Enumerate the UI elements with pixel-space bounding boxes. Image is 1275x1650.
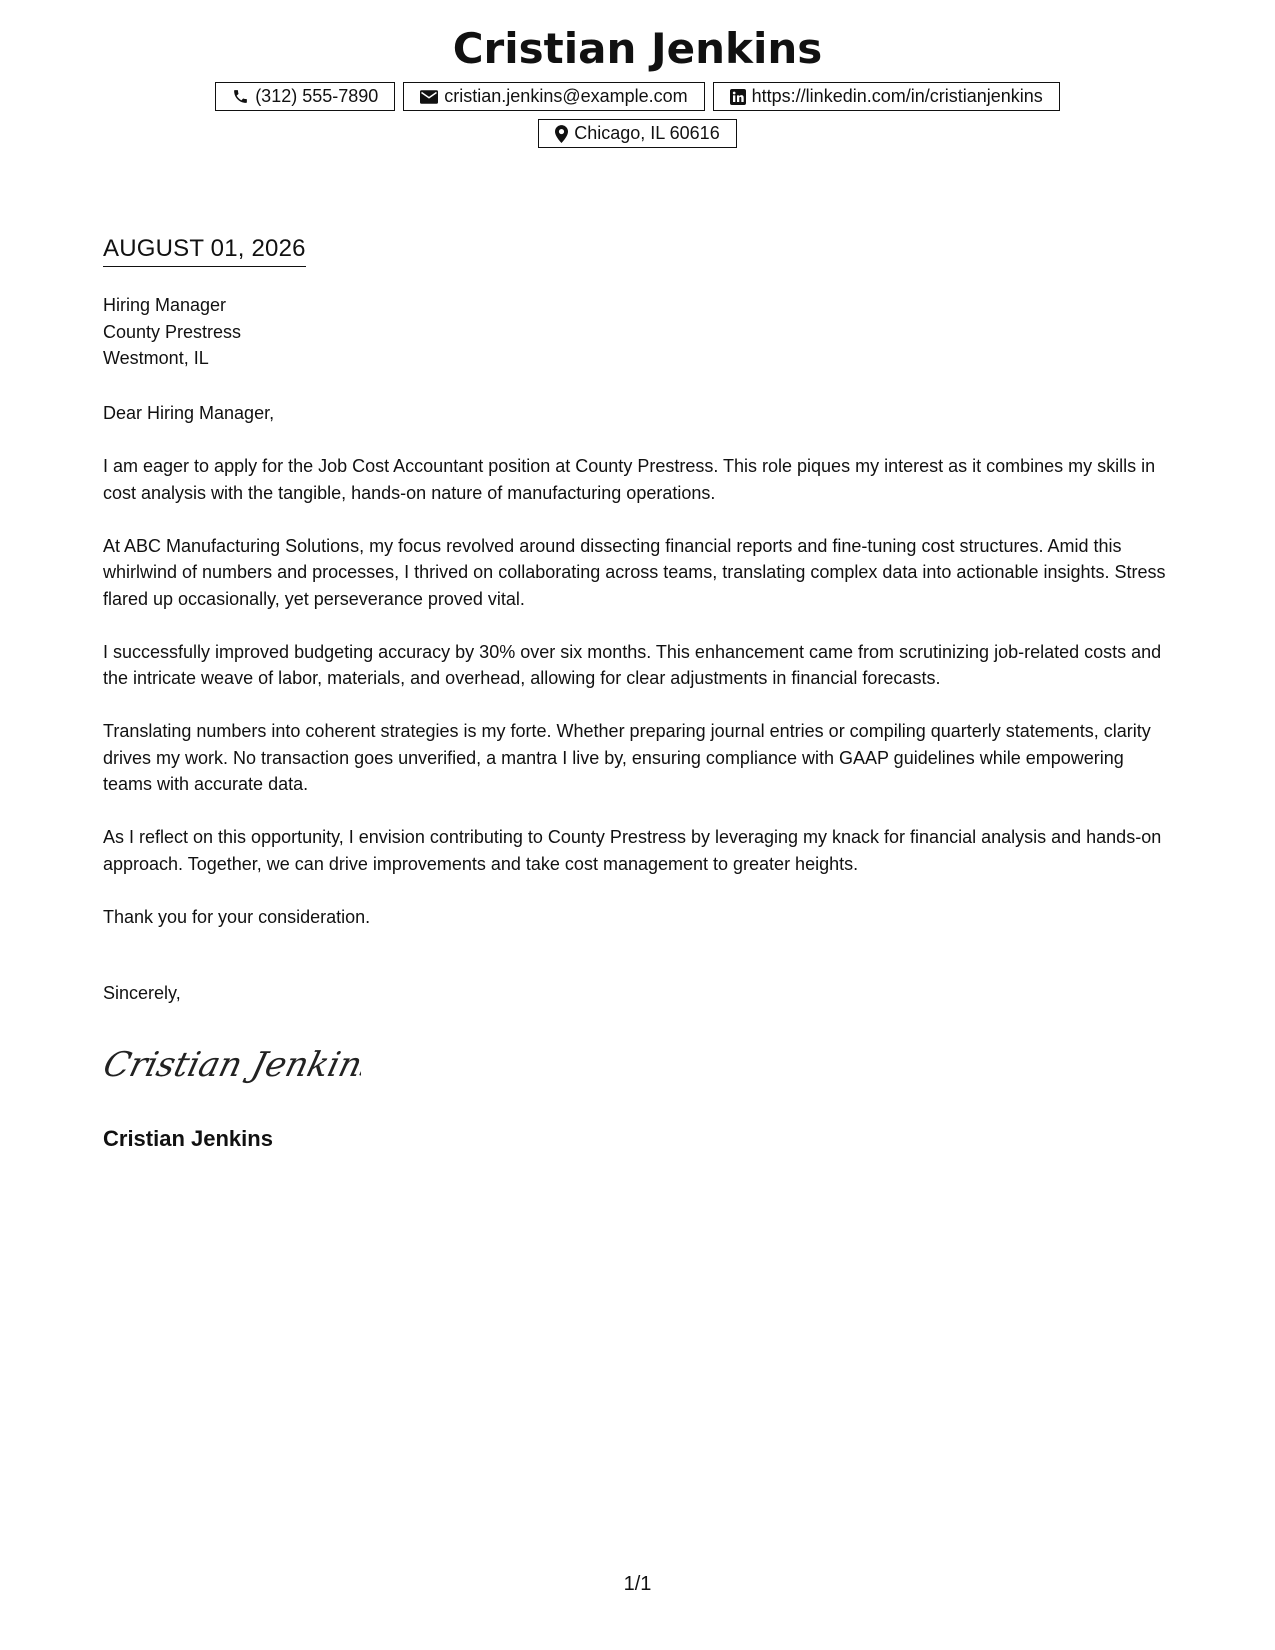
handwritten-signature xyxy=(101,1038,361,1093)
email-text: cristian.jenkins@example.com xyxy=(444,86,688,106)
recipient-company: County Prestress xyxy=(103,321,242,342)
body-paragraph: As I reflect on this opportunity, I envision contributing to County Prestress by leveraging my knack for financial analysis and hands-on approach. Together, we can drive improvements and take cost management to greater heights. xyxy=(103,827,1162,874)
body-paragraph: I successfully improved budgeting accuracy by 30% over six months. This enhancement came from scrutinizing job-related costs and the intricate weave of labor, materials, and overhead, allowing for clear adjustments in financial forecasts. xyxy=(103,641,1162,688)
contact-row xyxy=(0,82,1275,111)
location-chip xyxy=(538,119,736,148)
linkedin-text: https://linkedin.com/in/cristianjenkins xyxy=(751,86,1043,106)
envelope-icon xyxy=(420,90,438,104)
recipient-title: Hiring Manager xyxy=(103,295,227,315)
map-pin-icon xyxy=(555,125,568,143)
phone-chip[interactable] xyxy=(215,82,395,111)
body-paragraph: At ABC Manufacturing Solutions, my focus revolved around dissecting financial reports and fine-tuning cost structures. Amid this whirlwind of numbers and processes, I thrived on collaborating across teams, translating complex data into actionable insights. Stress flared up occasionally, yet perseverance proved vital. xyxy=(103,535,1166,609)
applicant-name: Cristian Jenkins xyxy=(452,24,823,73)
printed-name: Cristian Jenkins xyxy=(103,1126,273,1151)
letter-date: AUGUST 01, 2026 xyxy=(103,233,306,267)
contact-row-location xyxy=(0,119,1275,148)
salutation: Dear Hiring Manager, xyxy=(103,403,275,423)
body-paragraph: Translating numbers into coherent strategies is my forte. Whether preparing journal entries or compiling quarterly statements, clarity drives my work. No transaction goes unverified, a mantra I live by, ensuring compliance with GAAP guidelines while empowering teams with accurate data. xyxy=(103,721,1151,794)
email-chip[interactable] xyxy=(403,82,704,111)
body-paragraph: Thank you for your consideration. xyxy=(103,906,371,927)
phone-icon xyxy=(232,88,249,105)
letter-body xyxy=(103,400,1173,957)
signature-script: Cristian Jenkins xyxy=(101,1045,361,1085)
location-text: Chicago, IL 60616 xyxy=(574,123,720,143)
recipient-block xyxy=(103,292,1173,372)
page-number: 1/1 xyxy=(623,1573,652,1595)
body-paragraph: I am eager to apply for the Job Cost Accountant position at County Prestress. This role piques my interest as it combines my skills in cost analysis with the tangible, hands-on nature of manufacturing operations. xyxy=(103,456,1156,503)
closing: Sincerely, xyxy=(103,983,181,1003)
phone-text: (312) 555-7890 xyxy=(255,86,379,106)
letter-header xyxy=(0,20,1275,148)
linkedin-chip[interactable] xyxy=(713,82,1060,111)
linkedin-icon xyxy=(730,89,746,105)
recipient-location: Westmont, IL xyxy=(103,348,209,368)
